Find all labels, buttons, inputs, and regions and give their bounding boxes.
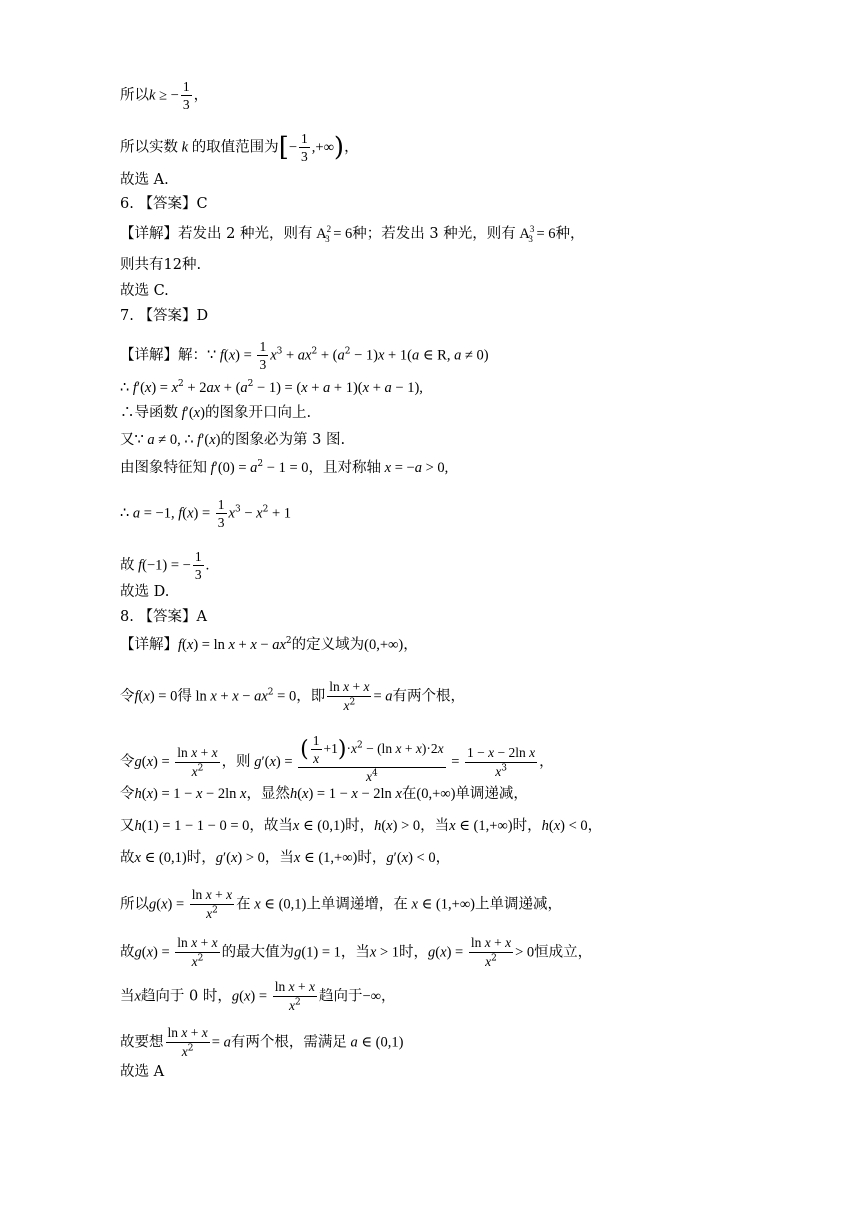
line-q8-h-sign: 又h(1) = 1 − 1 − 0 = 0，故当x ∈ (0,1)时，h(x) > 0，当x ∈ (1,+∞)时，h(x) < 0， [120, 818, 603, 834]
answer-header-7: 7. 【答案】D [120, 308, 209, 324]
line-q7-graph: 又∵ a ≠ 0, ∴ f′(x)的图象必为第 3 图. [120, 432, 346, 448]
line-q6-detail: 【详解】若发出 2 种光，则有 $A^2_3 = 6$种；若发出 3 种光，则有 $A^3_3 = 6$种， [120, 224, 585, 244]
choice-line-8: 故选 A [120, 1064, 165, 1080]
line-q8-g-derivative: 令g(x) = $\frac{\text{ln x + x}}{x^2}$ ，则 g′(x) = ( $\frac{1}{x}$ $+1)\cdot x^2 - (\ln$ x + x)·2x $x^4$ = $\frac{\text{1 − x − 2ln x}}{x^3}$ ， [120, 733, 554, 784]
line-q7-function: 【详解】解：∵ f(x) = $\frac{1}{3}$ $x^3 + ax^2 + (a^2 - 1)x + 1(a$ ∈ R, a ≠ 0) [120, 339, 489, 372]
choice-line-5: 故选 A. [120, 172, 169, 188]
line-q7-value: 故 f(−1) = − $\frac{1}{3}$ . [120, 549, 210, 582]
answer-header-8: 8. 【答案】A [120, 609, 207, 625]
line-k-range: 所以实数 k 的取值范围为[− $\frac{1}{3}$ ,+∞)， [120, 131, 359, 164]
line-q8-g-sign: 故x ∈ (0,1)时，g′(x) > 0，当x ∈ (1,+∞)时，g′(x) < 0， [120, 850, 451, 866]
line-q6-total: 则共有12种. [120, 257, 202, 273]
line-k-bound: 所以k ≥ − $\frac{1}{3}$ ， [120, 79, 209, 112]
line-q7-opening: ∴导函数 f′(x)的图象开口向上. [120, 405, 312, 421]
line-q7-solution: ∴ a = −1, f(x) = $\frac{1}{3}$ $x^3 - x^2 + 1$ [120, 497, 292, 530]
line-q8-max: 故g(x) = $\frac{\text{ln x + x}}{x^2}$ 的最大值为g(1) = 1，当x > 1时，g(x) = $\frac{\text{ln x + x}}{x^2}$ > 0恒成立， [120, 935, 593, 969]
choice-line-7: 故选 D. [120, 584, 170, 600]
line-q8-roots: 令f(x) = 0得 $\ln x + x - ax^2 = 0$，即 $\frac{\text{ln x + x}}{x^2}$ = a有两个根， [120, 679, 466, 713]
line-q8-domain: 【详解】$f(x) = \ln x + x - ax^2$的定义域为(0,+∞)， [120, 636, 418, 653]
line-q8-monotonic: 所以g(x) = $\frac{\text{ln x + x}}{x^2}$ 在 x ∈ (0,1)上单调递增，在 x ∈ (1,+∞)上单调递减， [120, 887, 562, 921]
line-q8-h: 令h(x) = 1 − x − 2ln x，显然h(x) = 1 − x − 2ln x在(0,+∞)单调递减， [120, 786, 528, 802]
line-q8-conclusion: 故要想 $\frac{\text{ln x + x}}{x^2}$ = a有两个根，需满足 a ∈ (0,1) [120, 1025, 404, 1059]
line-q8-limit: 当x趋向于 0 时，g(x) = $\frac{\text{ln x + x}}{x^2}$ 趋向于−∞， [120, 979, 396, 1013]
answer-header-6: 6. 【答案】C [120, 196, 208, 212]
choice-line-6: 故选 C. [120, 283, 169, 299]
line-q7-axis: 由图象特征知 $f'(0) = a^2 - 1 = 0$，且对称轴 x = −a > 0, [120, 459, 449, 476]
line-q7-derivative: ∴ $f'(x) = x^2 + 2ax + (a^2 - 1) = (x + a + 1)(x + a - 1)$, [120, 379, 423, 396]
